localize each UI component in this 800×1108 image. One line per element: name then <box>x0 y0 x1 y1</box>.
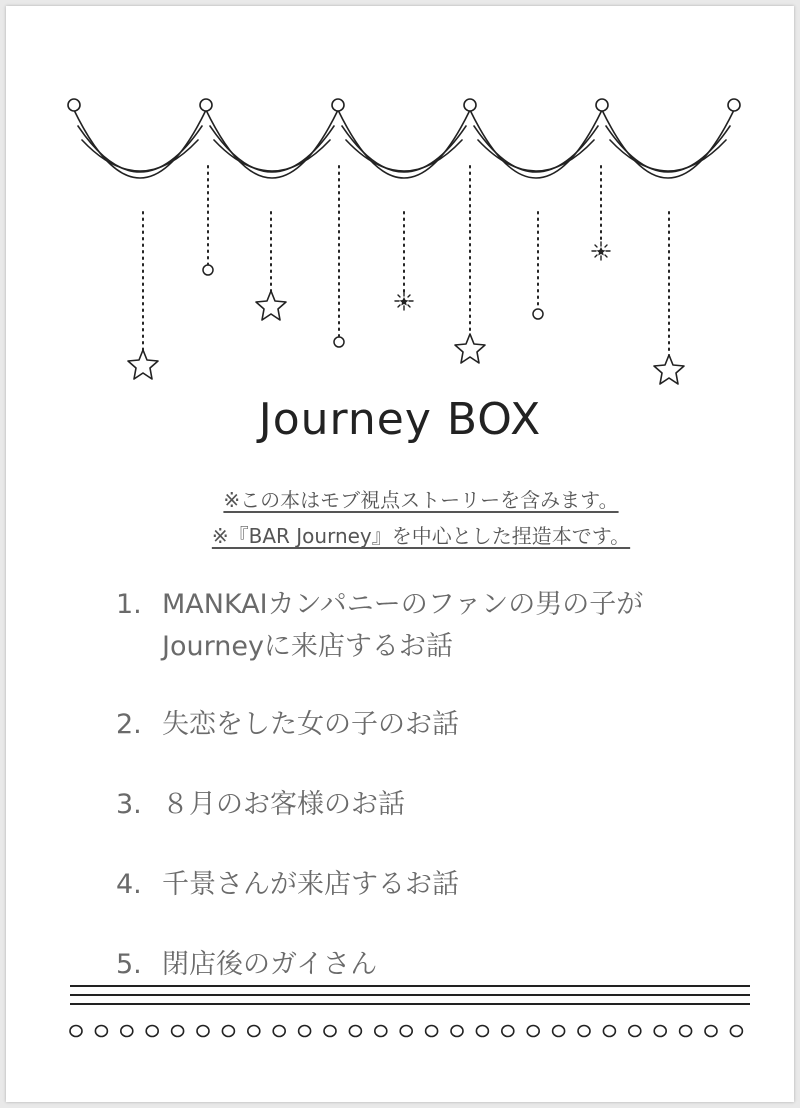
item-text: 閉店後のガイさん <box>162 949 378 980</box>
content-note-1: ※この本はモブ視点ストーリーを含みます。 <box>223 488 619 512</box>
ring-icon <box>533 309 543 319</box>
curtain-garland-decoration <box>6 6 794 396</box>
star-icon <box>654 355 684 384</box>
ring-ornament <box>70 1026 82 1037</box>
ring-ornament <box>172 1026 184 1037</box>
ring-ornament <box>451 1026 463 1037</box>
ring-ornament <box>730 1026 742 1037</box>
ring-ornament <box>629 1026 641 1037</box>
ring-ornament <box>197 1026 209 1037</box>
item-number: 1. <box>116 589 142 620</box>
item-text: 失恋をした女の子のお話 <box>162 709 459 740</box>
star-icon <box>128 350 158 379</box>
ring-ornament <box>502 1026 514 1037</box>
list-item <box>116 944 643 986</box>
ring-ornament <box>324 1026 336 1037</box>
ring-ornament <box>680 1026 692 1037</box>
page-title: Journey BOX <box>258 394 542 445</box>
item-number: 5. <box>116 949 142 980</box>
ring-ornament <box>273 1026 285 1037</box>
item-text: ８月のお客様のお話 <box>162 789 405 820</box>
ring-ornament <box>146 1026 158 1037</box>
story-list <box>116 584 643 986</box>
ring-ornament <box>375 1026 387 1037</box>
ring-ornament <box>299 1026 311 1037</box>
star-icon <box>256 291 286 320</box>
ring-icon <box>334 337 344 347</box>
ring-icon <box>203 265 213 275</box>
item-text: 千景さんが来店するお話 <box>162 869 459 900</box>
item-number: 4. <box>116 869 142 900</box>
ring-ornament <box>400 1026 412 1037</box>
star-icon <box>455 334 485 363</box>
ring-ornament <box>578 1026 590 1037</box>
ring-ornament <box>349 1026 361 1037</box>
ring-ornament <box>222 1026 234 1037</box>
ring-ornament <box>248 1026 260 1037</box>
ring-ornament <box>527 1026 539 1037</box>
list-item <box>116 584 643 704</box>
ring-ornament <box>476 1026 488 1037</box>
footer-border-decoration <box>6 981 794 1051</box>
item-number: 2. <box>116 709 142 740</box>
page <box>6 6 794 1102</box>
item-number: 3. <box>116 789 142 820</box>
ring-ornament <box>121 1026 133 1037</box>
ring-ornament <box>654 1026 666 1037</box>
ring-ornament <box>705 1026 717 1037</box>
ring-ornament <box>553 1026 565 1037</box>
list-item <box>116 864 643 944</box>
ring-ornament <box>426 1026 438 1037</box>
ring-ornament <box>603 1026 615 1037</box>
item-text: MANKAIカンパニーのファンの男の子が Journeyに来店するお話 <box>162 589 644 662</box>
content-note-2: ※『BAR Journey』を中心とした捏造本です。 <box>211 524 631 548</box>
ring-ornament <box>95 1026 107 1037</box>
list-item <box>116 784 643 864</box>
list-item <box>116 704 643 784</box>
